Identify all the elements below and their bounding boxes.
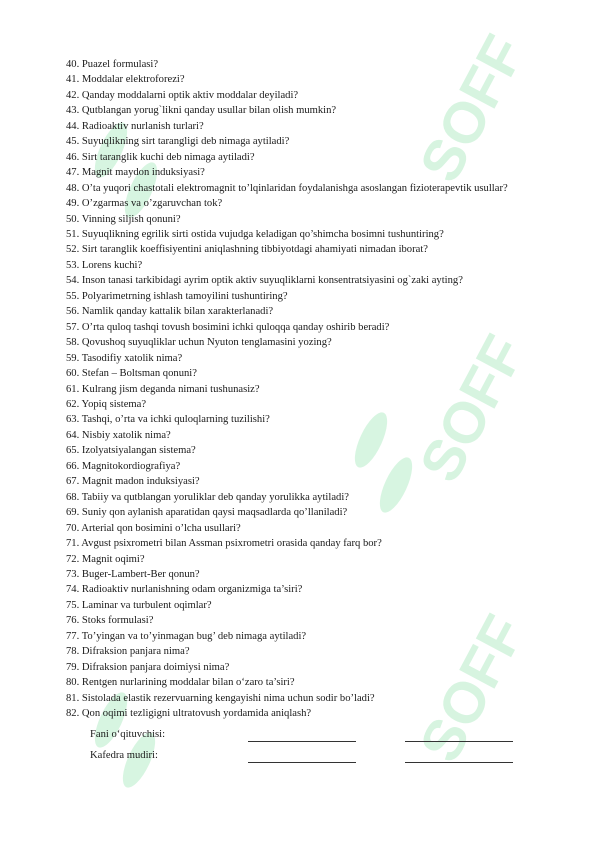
question-item: 51. Suyuqlikning egrilik sirti ostida vujudga keladigan qo’shimcha bosimni tushuntiring? bbox=[66, 228, 444, 240]
question-item: 77. To’yingan va to’yinmagan bug’ deb nimaga aytiladi? bbox=[66, 630, 307, 642]
question-item: 69. Suniy qon aylanish aparatidan qaysi maqsadlarda qo’llaniladi? bbox=[66, 507, 348, 519]
question-item: 79. Difraksion panjara doimiysi nima? bbox=[66, 661, 230, 673]
question-item: 42. Qanday moddalarni optik aktiv moddalar deyiladi? bbox=[66, 89, 299, 101]
question-item: 64. Nisbiy xatolik nima? bbox=[66, 429, 171, 441]
watermark: SOFF bbox=[407, 604, 538, 773]
question-item: 62. Yopiq sistema? bbox=[66, 398, 147, 410]
question-item: 40. Puazel formulasi? bbox=[66, 59, 159, 70]
question-item: 65. Izolyatsiyalangan sistema? bbox=[66, 445, 196, 457]
question-item: 72. Magnit oqimi? bbox=[66, 553, 145, 565]
question-item: 61. Kulrang jism deganda nimani tushunasiz? bbox=[66, 383, 260, 395]
question-item: 75. Laminar va turbulent oqimlar? bbox=[66, 599, 212, 611]
question-item: 53. Lorens kuchi? bbox=[66, 259, 143, 271]
question-item: 45. Suyuqlikning sirt tarangligi deb nimaga aytiladi? bbox=[66, 136, 290, 148]
question-item: 50. Vinning siljish qonuni? bbox=[66, 213, 181, 225]
question-item: 59. Tasodifiy xatolik nima? bbox=[66, 352, 183, 364]
question-list bbox=[66, 57, 536, 721]
question-item: 57. O’rta quloq tashqi tovush bosimini ichki quloqqa qanday oshirib beradi? bbox=[66, 321, 390, 333]
question-item: 56. Namlik qanday kattalik bilan xarakterlanadi? bbox=[66, 306, 274, 318]
question-item: 41. Moddalar elektroforezi? bbox=[66, 74, 185, 86]
question-item: 81. Sistolada elastik rezervuarning kengayishi nima uchun sodir bo’ladi? bbox=[66, 692, 375, 704]
watermark: SOFF bbox=[407, 324, 538, 493]
question-item: 44. Radioaktiv nurlanish turlari? bbox=[66, 120, 204, 132]
question-item: 43. Qutblangan yorug`likni qanday usullar bilan olish mumkin? bbox=[66, 105, 337, 117]
question-item: 80. Rentgen nurlarining moddalar bilan o‘zaro ta’siri? bbox=[66, 677, 295, 689]
question-item: 73. Buger-Lambert-Ber qonun? bbox=[66, 568, 200, 580]
teacher-label: Fani o‘qituvchisi: bbox=[90, 729, 166, 740]
question-item: 49. O’zgarmas va o’zgaruvchan tok? bbox=[66, 198, 223, 210]
question-item: 54. Inson tanasi tarkibidagi ayrim optik aktiv suyuqliklarni konsentratsiyasini og`zaki ayting? bbox=[66, 275, 463, 287]
head-name-line bbox=[405, 762, 513, 763]
head-signature-line bbox=[248, 762, 356, 763]
watermark: SOFF bbox=[407, 24, 538, 193]
question-item: 46. Sirt taranglik kuchi deb nimaga aytiladi? bbox=[66, 151, 255, 163]
question-item: 58. Qovushoq suyuqliklar uchun Nyuton tenglamasini yozing? bbox=[66, 337, 332, 349]
question-item: 60. Stefan – Boltsman qonuni? bbox=[66, 368, 197, 380]
question-item: 70. Arterial qon bosimini o’lcha usullari? bbox=[66, 522, 241, 534]
question-item: 47. Magnit maydon induksiyasi? bbox=[66, 167, 205, 179]
question-item: 63. Tashqi, o’rta va ichki quloqlarning tuzilishi? bbox=[66, 414, 270, 426]
question-item: 78. Difraksion panjara nima? bbox=[66, 646, 190, 658]
teacher-name-line bbox=[405, 741, 513, 742]
question-item: 74. Radioaktiv nurlanishning odam organizmiga ta’siri? bbox=[66, 584, 303, 596]
question-item: 55. Polyarimetrning ishlash tamoyilini tushuntiring? bbox=[66, 290, 288, 302]
question-item: 66. Magnitokordiografiya? bbox=[66, 460, 181, 472]
question-item: 48. O’ta yuqori chastotali elektromagnit to’lqinlaridan foydalanishga asoslangan fizioterapevtik usullar? bbox=[66, 182, 508, 194]
teacher-signature-line bbox=[248, 741, 356, 742]
question-item: 82. Qon oqimi tezligigni ultratovush yordamida aniqlash? bbox=[66, 708, 312, 720]
question-item: 76. Stoks formulasi? bbox=[66, 615, 154, 627]
question-item: 71. Avgust psixrometri bilan Assman psixrometri orasida qanday farq bor? bbox=[66, 538, 382, 550]
question-item: 68. Tabiiy va qutblangan yoruliklar deb qanday yorulikka aytiladi? bbox=[66, 491, 349, 503]
question-item: 67. Magnit madon induksiyasi? bbox=[66, 476, 200, 488]
head-label: Kafedra mudiri: bbox=[90, 750, 158, 761]
question-item: 52. Sirt taranglik koeffisiyentini aniqlashning tibbiyotdagi ahamiyati nimadan iborat? bbox=[66, 244, 428, 256]
